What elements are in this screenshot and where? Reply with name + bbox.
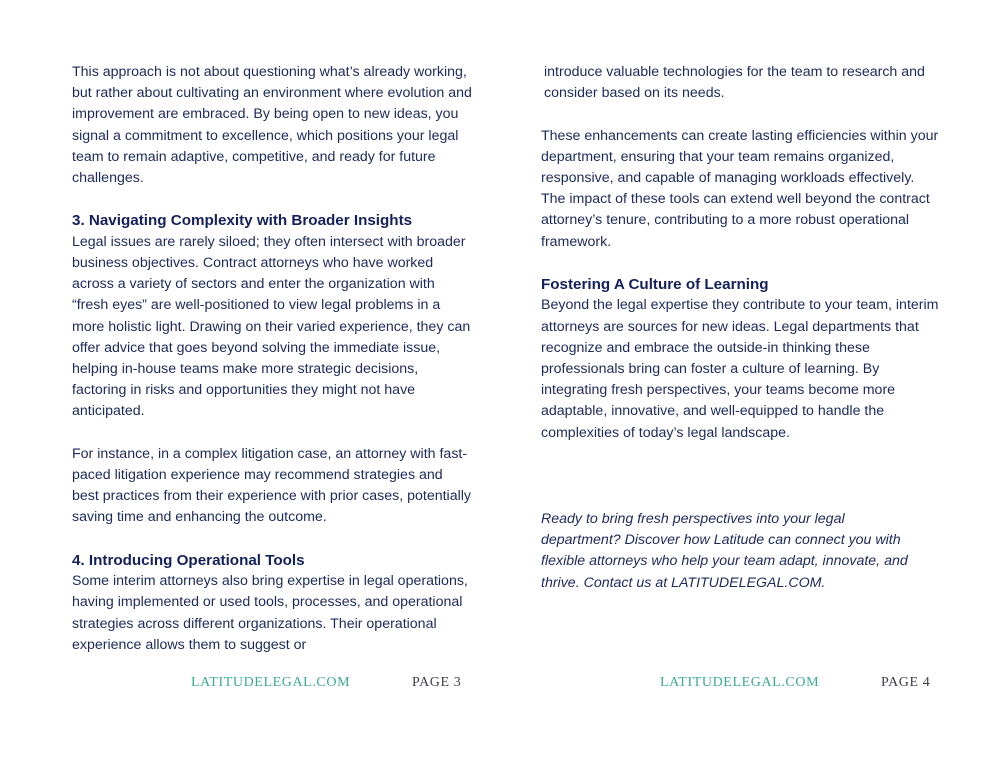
page-4 xyxy=(541,0,941,766)
section-3-heading: 3. Navigating Complexity with Broader Insights xyxy=(72,212,413,230)
section-4-paragraph-1: Some interim attorneys also bring expertise in legal operations, having implemented or used tools, processes, and operational strategies across different organizations. Their operational experience allows them to suggest or xyxy=(72,573,468,653)
section-3-paragraph-2: For instance, in a complex litigation case, an attorney with fast-paced litigation experience may recommend strategies and best practices from their experience with prior cases, potentially saving time and enhancing the outcome. xyxy=(72,445,472,526)
footer-site-link[interactable]: LATITUDELEGAL.COM xyxy=(660,675,820,690)
intro-paragraph: This approach is not about questioning what’s already working, but rather about cultivating an environment where evolution and improvement are embraced. By being open to new ideas, you signal a commitment to excellence, which positions your legal team to remain adaptive, competitive, and ready for future challenges. xyxy=(72,64,472,187)
call-to-action: Ready to bring fresh perspectives into your legal department? Discover how Latitude can connect you with flexible attorneys who help your team adapt, innovate, and thrive. Contact us at LATITUDELEGAL.COM. xyxy=(541,511,908,591)
footer-site-link[interactable]: LATITUDELEGAL.COM xyxy=(191,675,351,690)
page-3-body xyxy=(72,62,472,656)
section-3-paragraph-1: Legal issues are rarely siloed; they often intersect with broader business objectives. Contract attorneys who have worked across a variety of sectors and enter the organization with “fresh eyes” are well-positioned to view legal problems in a more holistic light. Drawing on their varied experience, they can offer advice that goes beyond solving the immediate issue, helping in-house teams make more strategic decisions, factoring in risks and opportunities they might not have anticipated. xyxy=(72,233,471,420)
page-4-body xyxy=(541,62,941,444)
culture-heading: Fostering A Culture of Learning xyxy=(541,276,769,293)
section-4-continuation: introduce valuable technologies for the team to research and consider based on its needs. xyxy=(544,64,925,102)
page-number: PAGE 4 xyxy=(881,675,931,690)
section-4-paragraph-2: These enhancements can create lasting efficiencies within your department, ensuring that your team remains organized, responsive, and capable of managing workloads effectively. The impact of these tools can extend well beyond the contract attorney’s tenure, contributing to a more robust operational framework. xyxy=(541,127,939,250)
page-number: PAGE 3 xyxy=(412,675,462,690)
culture-paragraph: Beyond the legal expertise they contribute to your team, interim attorneys are sources for new ideas. Legal departments that recognize and embrace the outside-in thinking these professionals bring can foster a culture of learning. By integrating fresh perspectives, your teams become more adaptable, innovative, and well-equipped to handle the complexities of today’s legal landscape. xyxy=(541,297,939,441)
section-4-heading: 4. Introducing Operational Tools xyxy=(72,551,305,569)
page-3 xyxy=(72,0,472,766)
